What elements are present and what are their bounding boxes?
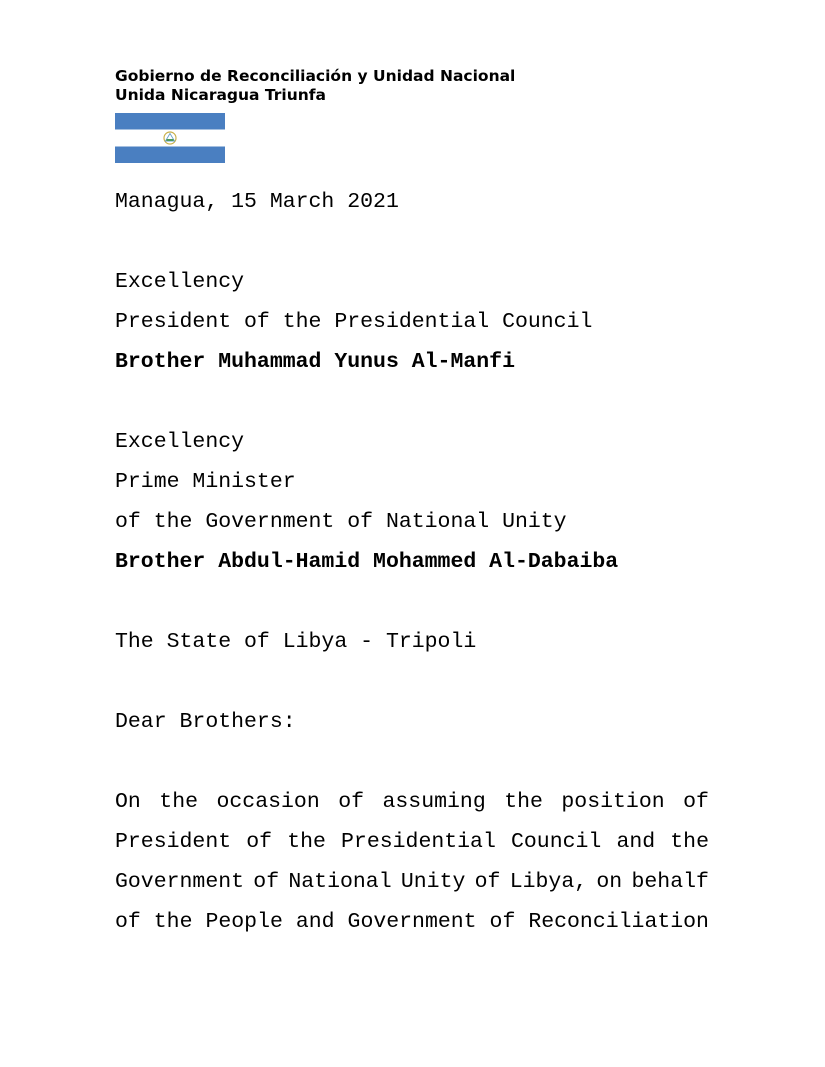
paragraph-word: on xyxy=(596,870,623,894)
paragraph-word: of xyxy=(489,910,516,934)
recipient1-title: President of the Presidential Council xyxy=(115,310,593,334)
paragraph-word: On xyxy=(115,790,141,814)
paragraph-word: the xyxy=(159,790,199,814)
paragraph-word: of xyxy=(253,870,280,894)
paragraph-word: Reconciliation xyxy=(528,910,709,934)
paragraph-word: assuming xyxy=(382,790,486,814)
nicaragua-flag-icon xyxy=(115,113,225,163)
letterhead-government-name: Gobierno de Reconciliación y Unidad Nacional xyxy=(115,67,516,85)
paragraph-word: of xyxy=(474,870,501,894)
paragraph-word: the xyxy=(504,790,543,814)
recipient2-title-line1: Prime Minister xyxy=(115,470,296,494)
location-line: The State of Libya - Tripoli xyxy=(115,630,477,654)
paragraph-word: the xyxy=(670,830,709,854)
date-line: Managua, 15 March 2021 xyxy=(115,190,399,214)
recipient1-salutation: Excellency xyxy=(115,270,245,294)
paragraph-word: the xyxy=(287,830,326,854)
paragraph-line xyxy=(115,822,709,862)
paragraph-word: Government xyxy=(347,910,477,934)
paragraph-word: Presidential xyxy=(341,830,496,854)
paragraph-word: the xyxy=(153,910,193,934)
paragraph-word: President xyxy=(115,830,232,854)
paragraph-word: Libya, xyxy=(509,870,588,894)
paragraph-word: and xyxy=(616,830,656,854)
paragraph-line xyxy=(115,902,709,942)
letterhead xyxy=(115,67,515,105)
recipient1-name: Brother Muhammad Yunus Al-Manfi xyxy=(115,350,515,374)
paragraph-line xyxy=(115,782,709,822)
paragraph-word: occasion xyxy=(216,790,320,814)
paragraph-word: of xyxy=(338,790,365,814)
letterhead-slogan: Unida Nicaragua Triunfa xyxy=(115,86,327,104)
paragraph-word: position xyxy=(561,790,665,814)
paragraph-word: Council xyxy=(510,830,602,854)
paragraph-word: People xyxy=(205,910,283,934)
paragraph-word: of xyxy=(683,790,709,814)
paragraph-word: and xyxy=(295,910,335,934)
recipient2-title-line2: of the Government of National Unity xyxy=(115,510,567,534)
paragraph-word: Unity xyxy=(400,870,466,894)
paragraph-word: Government xyxy=(115,870,245,894)
paragraph-line xyxy=(115,862,709,902)
paragraph-word: of xyxy=(246,830,273,854)
paragraph-word: National xyxy=(288,870,392,894)
recipient2-name: Brother Abdul-Hamid Mohammed Al-Dabaiba xyxy=(115,550,619,574)
recipient2-salutation: Excellency xyxy=(115,430,245,454)
paragraph-word: behalf xyxy=(631,870,709,894)
paragraph-word: of xyxy=(115,910,141,934)
greeting-line: Dear Brothers: xyxy=(115,710,296,734)
